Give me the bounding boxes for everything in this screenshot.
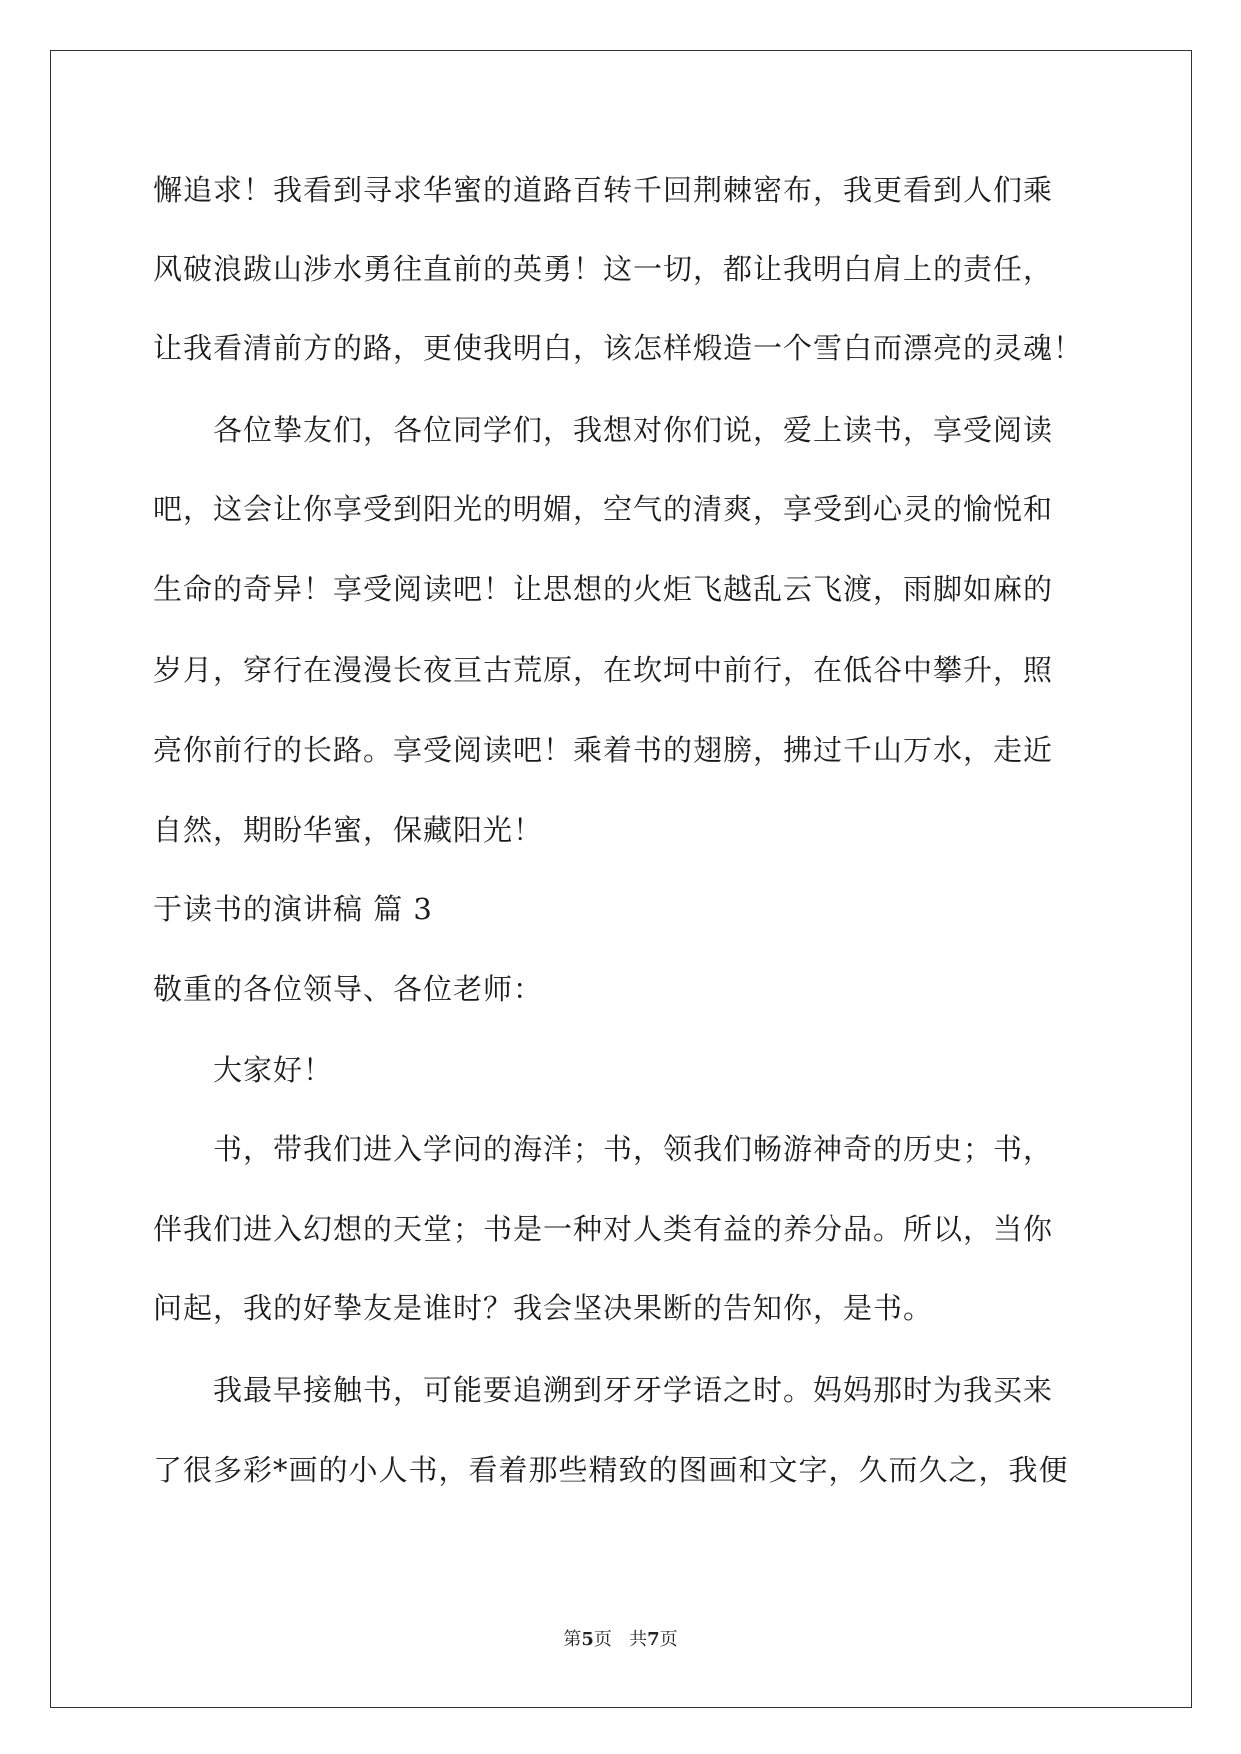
body-line: 各位挚友们，各位同学们，我想对你们说，爱上读书，享受阅读	[213, 413, 1054, 447]
body-line: 生命的奇异！享受阅读吧！让思想的火炬飞越乱云飞渡，雨脚如麻的	[153, 572, 1054, 606]
page-prefix: 第	[563, 1629, 582, 1650]
body-line: 伴我们进入幻想的天堂；书是一种对人类有益的养分品。所以，当你	[153, 1212, 1054, 1246]
page-number-footer	[0, 1628, 1241, 1652]
body-line: 风破浪跋山涉水勇往直前的英勇！这一切，都让我明白肩上的责任，	[153, 252, 1054, 286]
body-line: 我最早接触书，可能要追溯到牙牙学语之时。妈妈那时为我买来	[213, 1373, 1054, 1407]
body-line: 了很多彩*画的小人书，看着那些精致的图画和文字，久而久之，我便	[153, 1453, 1069, 1487]
body-line: 亮你前行的长路。享受阅读吧！乘着书的翅膀，拂过千山万水，走近	[153, 733, 1054, 767]
body-line: 懈追求！我看到寻求华蜜的道路百转千回荆棘密布，我更看到人们乘	[153, 173, 1054, 207]
salutation: 敬重的各位领导、各位老师：	[153, 972, 544, 1006]
body-line: 自然，期盼华蜜，保藏阳光！	[153, 813, 544, 847]
body-line: 岁月，穿行在漫漫长夜亘古荒原，在坎坷中前行，在低谷中攀升，照	[153, 653, 1054, 687]
body-line: 让我看清前方的路，更使我明白，该怎样煅造一个雪白而漂亮的灵魂！	[153, 331, 1084, 365]
body-line: 吧，这会让你享受到阳光的明媚，空气的清爽，享受到心灵的愉悦和	[153, 492, 1054, 526]
total-prefix: 共	[629, 1629, 648, 1650]
greeting: 大家好！	[213, 1053, 334, 1087]
total-suffix: 页	[659, 1629, 678, 1650]
current-page-number: 5	[581, 1629, 594, 1650]
page-suffix: 页	[593, 1629, 612, 1650]
body-line: 书，带我们进入学问的海洋；书，领我们畅游神奇的历史；书，	[213, 1132, 1054, 1166]
total-page-number: 7	[647, 1629, 660, 1650]
body-line: 问起，我的好挚友是谁时？我会坚决果断的告知你，是书。	[153, 1291, 934, 1325]
section-heading: 于读书的演讲稿 篇 3	[153, 892, 433, 926]
